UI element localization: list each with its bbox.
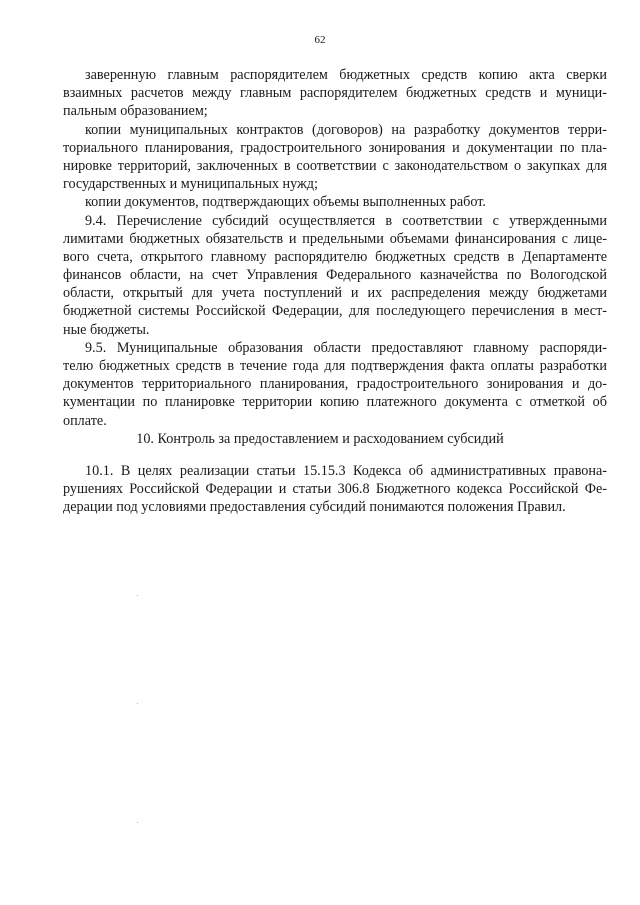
text-line: области, открытый для учета поступлений и их распределения между бюджетами [63,285,607,302]
text-line: 9.4. Перечисление субсидий осуществляется в соответствии с утвержденными [85,212,607,229]
text-line: 9.5. Муниципальные образования области предоставляют главному распоряди- [85,339,607,356]
text-line: ториального планирования, градостроительного зонирования и документации по пла- [63,139,607,156]
text-line: взаимных расчетов между главным распорядителем бюджетных средств и муници- [63,85,607,102]
text-line: заверенную главным распорядителем бюджетных средств копию акта сверки [85,67,607,83]
text-line: кументации по планировке территории копию платежного документа с отметкой об [63,394,607,411]
text-line: бюджетной системы Российской Федерации, для последующего перечисления в мест- [63,303,607,320]
text-line: пальным образованием; [63,103,208,120]
text-line: нировке территорий, заключенных в соответствии с законодательством о закупках для [63,157,607,174]
text-line: государственных и муниципальных нужд; [63,176,318,193]
section-10-block [63,462,607,517]
text-line: 10.1. В целях реализации статьи 15.15.3 Кодекса об административных правона- [85,463,607,479]
text-line: документов территориального планирования, градостроительного зонирования и до- [63,376,607,393]
section-heading: 10. Контроль за предоставлением и расходованием субсидий [136,431,504,447]
paragraphs-block [63,66,607,430]
text-line: телю бюджетных средств в течение года для подтверждения факта оплаты разработки [63,358,607,374]
text-line: копии муниципальных контрактов (договоров) на разработку документов терри- [85,121,607,138]
text-line: копии документов, подтверждающих объемы выполненных работ. [85,194,486,211]
text-line: ные бюджеты. [63,321,150,338]
text-line: оплате. [63,412,107,429]
text-line: дерации под условиями предоставления субсидий понимаются положения Правил. [63,499,566,516]
text-line: лимитами бюджетных обязательств и предельными объемами финансирования с лице- [63,230,607,247]
text-line: вого счета, открытого главному распорядителю бюджетных средств в Департаменте [63,248,607,265]
text-line: финансов области, на счет Управления Федерального казначейства по Вологодской [63,267,607,284]
text-line: рушениях Российской Федерации и статьи 306.8 Бюджетного кодекса Российской Фе- [63,481,607,498]
page-number: 62 [314,34,326,46]
